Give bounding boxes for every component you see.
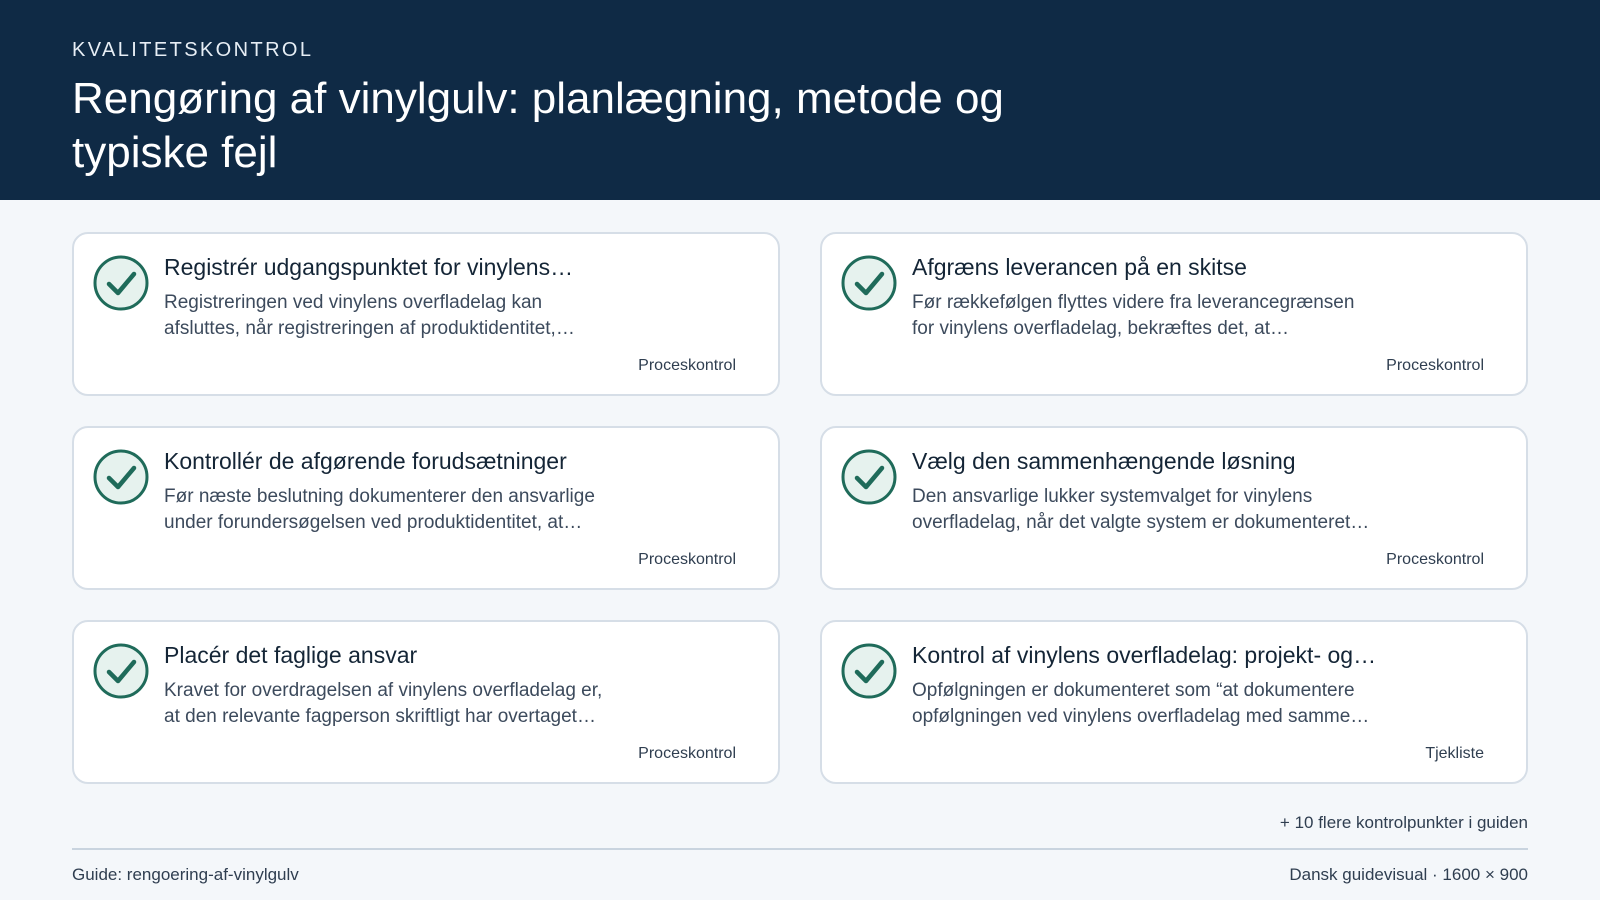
- header-banner: [0, 0, 1600, 200]
- card-description-line: under forundersøgelsen ved produktidentitet, at…: [164, 512, 583, 533]
- card-title: Vælg den sammenhængende løsning: [912, 448, 1296, 474]
- card-title: Kontrol af vinylens overfladelag: projekt- og…: [912, 642, 1377, 668]
- page-title: Rengøring af vinylgulv: planlægning, metode og typiske fejl: [72, 74, 1004, 177]
- checkpoint-card[interactable]: [72, 232, 780, 396]
- check-circle-icon: [840, 448, 898, 506]
- card-tag: Proceskontrol: [1386, 357, 1484, 374]
- card-description-line: Før rækkefølgen flyttes videre fra leverancegrænsen: [912, 292, 1355, 313]
- card-description: [912, 484, 1486, 536]
- footer-guide-label: Guide: rengoering-af-vinylgulv: [72, 865, 299, 884]
- check-circle-icon: [840, 254, 898, 312]
- check-circle-icon: [92, 254, 150, 312]
- card-description-line: at den relevante fagperson skriftligt har overtaget…: [164, 706, 596, 727]
- card-tag: Tjekliste: [1425, 745, 1484, 762]
- card-description-line: Før næste beslutning dokumenterer den ansvarlige: [164, 486, 595, 507]
- card-title: Placér det faglige ansvar: [164, 642, 418, 668]
- card-description-line: afsluttes, når registreringen af produktidentitet,…: [164, 318, 575, 339]
- card-description-line: Kravet for overdragelsen af vinylens overfladelag er,: [164, 680, 603, 701]
- more-checkpoints-link[interactable]: + 10 flere kontrolpunkter i guiden: [1279, 813, 1528, 832]
- footer-divider: [72, 848, 1528, 850]
- card-description-line: Opfølgningen er dokumenteret som “at dokumentere: [912, 680, 1355, 701]
- card-description-line: Registreringen ved vinylens overfladelag kan: [164, 292, 543, 313]
- card-title: Registrér udgangspunktet for vinylens…: [164, 254, 574, 280]
- card-tag: Proceskontrol: [1386, 551, 1484, 568]
- card-tag: Proceskontrol: [638, 357, 736, 374]
- checkpoint-card[interactable]: [72, 426, 780, 590]
- card-description: [912, 678, 1486, 730]
- card-description-line: Den ansvarlige lukker systemvalget for vinylens: [912, 486, 1313, 507]
- card-tag: Proceskontrol: [638, 551, 736, 568]
- card-description-line: opfølgningen ved vinylens overfladelag med samme…: [912, 706, 1370, 727]
- check-circle-icon: [92, 448, 150, 506]
- checkpoint-card[interactable]: [820, 620, 1528, 784]
- card-description-line: for vinylens overfladelag, bekræftes det, at…: [912, 318, 1290, 339]
- check-circle-icon: [840, 642, 898, 700]
- card-title: Kontrollér de afgørende forudsætninger: [164, 448, 567, 474]
- checkpoint-grid: [72, 232, 1528, 784]
- footer-meta-label: Dansk guidevisual · 1600 × 900: [1289, 865, 1528, 884]
- checkpoint-card[interactable]: [820, 426, 1528, 590]
- check-circle-icon: [92, 642, 150, 700]
- eyebrow-label: KVALITETSKONTROL: [72, 39, 314, 61]
- checkpoint-card[interactable]: [820, 232, 1528, 396]
- card-description-line: overfladelag, når det valgte system er dokumenteret…: [912, 512, 1370, 533]
- card-title: Afgræns leverancen på en skitse: [912, 254, 1247, 280]
- card-description: [164, 290, 738, 342]
- card-description: [912, 290, 1486, 342]
- checkpoint-card[interactable]: [72, 620, 780, 784]
- card-tag: Proceskontrol: [638, 745, 736, 762]
- card-description: [164, 484, 738, 536]
- card-description: [164, 678, 738, 730]
